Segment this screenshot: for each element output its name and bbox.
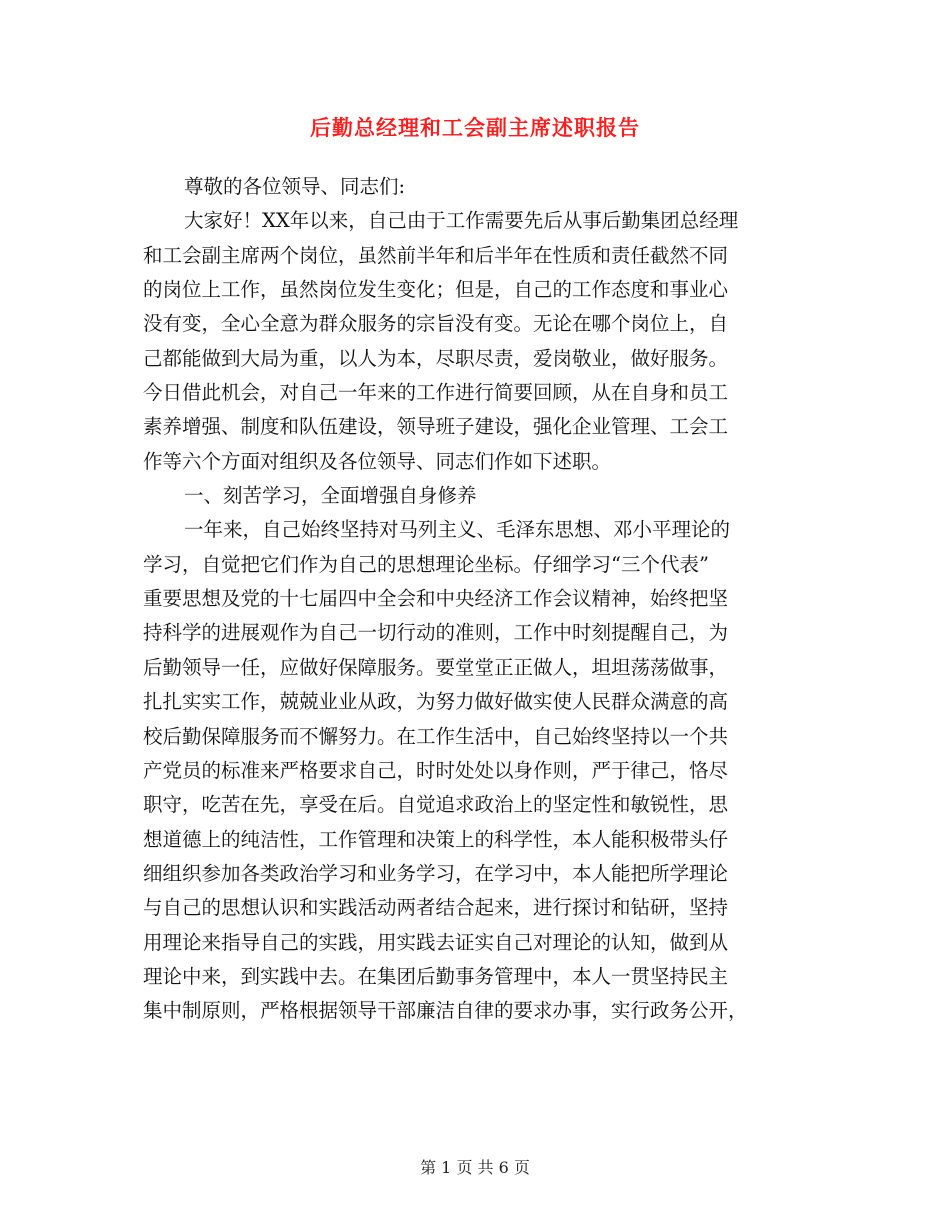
document-body <box>143 170 809 1029</box>
section-heading: 一、刻苦学习，全面增强自身修养 <box>184 484 477 508</box>
paragraph-line: 后勤领导一任，应做好保障服务。要堂堂正正做人，坦坦荡荡做事， <box>143 655 729 679</box>
paragraph-line: 与自己的思想认识和实践活动两者结合起来，进行探讨和钻研，坚持 <box>143 896 729 920</box>
paragraph-line: 重要思想及党的十七届四中全会和中央经济工作会议精神，始终把坚 <box>143 587 729 611</box>
paragraph-line: 产党员的标准来严格要求自己，时时处处以身作则，严于律己，恪尽 <box>143 758 729 782</box>
paragraph-line: 想道德上的纯洁性，工作管理和决策上的科学性，本人能积极带头仔 <box>143 827 729 851</box>
paragraph-line: 学习，自觉把它们作为自己的思想理论坐标。仔细学习“三个代表” <box>143 552 709 576</box>
paragraph-line: 大家好！XX年以来，自己由于工作需要先后从事后勤集团总经理 <box>184 209 739 233</box>
document-title: 后勤总经理和工会副主席述职报告 <box>310 115 640 140</box>
paragraph-line: 持科学的进展观作为自己一切行动的准则，工作中时刻提醒自己，为 <box>143 621 729 645</box>
salutation-line: 尊敬的各位领导、同志们: <box>184 175 406 198</box>
paragraph-line: 集中制原则，严格根据领导干部廉洁自律的要求办事，实行政务公开， <box>143 999 748 1023</box>
paragraph-line: 理论中来，到实践中去。在集团后勤事务管理中，本人一贯坚持民主 <box>143 964 729 988</box>
paragraph-line: 一年来，自己始终坚持对马列主义、毛泽东思想、邓小平理论的 <box>184 518 731 542</box>
paragraph-line: 用理论来指导自己的实践，用实践去证实自己对理论的认知，做到从 <box>143 930 729 954</box>
paragraph-line: 作等六个方面对组织及各位领导、同志们作如下述职。 <box>143 449 612 473</box>
paragraph-line: 没有变，全心全意为群众服务的宗旨没有变。无论在哪个岗位上，自 <box>143 312 729 336</box>
paragraph-line: 校后勤保障服务而不懈努力。在工作生活中，自己始终坚持以一个共 <box>143 724 729 748</box>
paragraph-line: 和工会副主席两个岗位，虽然前半年和后半年在性质和责任截然不同 <box>143 243 729 267</box>
page-number-footer: 第 1 页 共 6 页 <box>420 1158 530 1177</box>
paragraph-line: 素养增强、制度和队伍建设，领导班子建设，强化企业管理、工会工 <box>143 415 729 439</box>
paragraph-line: 扎扎实实工作，兢兢业业从政，为努力做好做实使人民群众满意的高 <box>143 690 729 714</box>
paragraph-line: 的岗位上工作，虽然岗位发生变化；但是，自己的工作态度和事业心 <box>143 278 729 302</box>
paragraph-line: 职守，吃苦在先，享受在后。自觉追求政治上的坚定性和敏锐性，思 <box>143 793 729 817</box>
paragraph-line: 细组织参加各类政治学习和业务学习，在学习中，本人能把所学理论 <box>143 861 729 885</box>
paragraph-line: 今日借此机会，对自己一年来的工作进行简要回顾，从在自身和员工 <box>143 381 729 405</box>
paragraph-line: 己都能做到大局为重，以人为本，尽职尽责，爱岗敬业，做好服务。 <box>143 346 729 370</box>
